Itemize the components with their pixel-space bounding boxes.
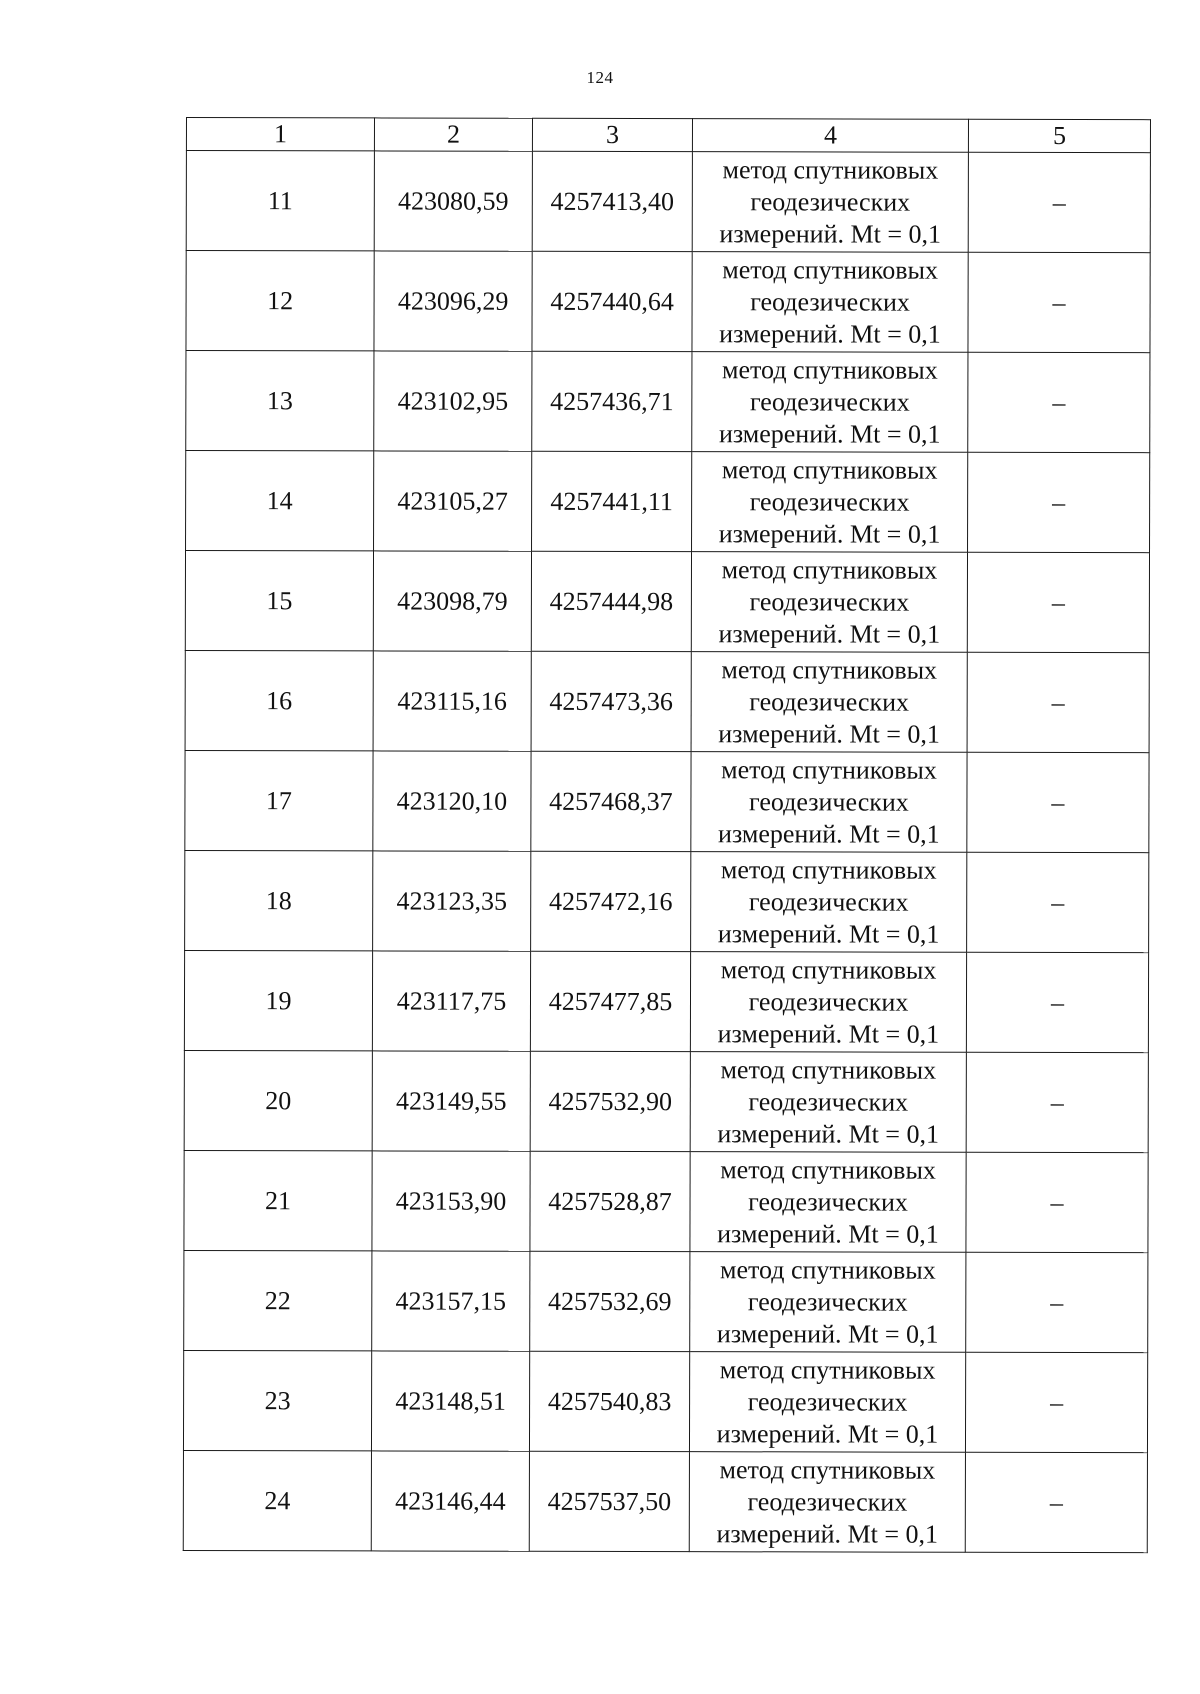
header-col-5: 5 (968, 119, 1150, 152)
cell-note: – (966, 1152, 1148, 1252)
method-text-line: измерений. Mt = 0,1 (717, 918, 940, 949)
cell-point-number: 17 (185, 750, 373, 850)
cell-note: – (968, 452, 1150, 552)
cell-method (690, 1252, 966, 1353)
cell-method (692, 252, 968, 353)
header-col-4: 4 (692, 119, 968, 153)
cell-coordinate-x: 423149,55 (372, 1051, 530, 1151)
header-col-3: 3 (532, 118, 692, 151)
cell-coordinate-x: 423115,16 (373, 651, 531, 751)
cell-coordinate-y: 4257413,40 (532, 151, 692, 251)
cell-coordinate-x: 423120,10 (373, 751, 531, 851)
method-text-line: геодезических (749, 386, 910, 417)
cell-coordinate-y: 4257472,16 (531, 851, 691, 951)
cell-coordinate-y: 4257532,90 (530, 1051, 690, 1151)
table-body (183, 151, 1150, 1553)
cell-point-number: 24 (183, 1450, 371, 1550)
cell-method (690, 952, 966, 1053)
cell-note: – (968, 252, 1150, 352)
cell-method (690, 1052, 966, 1153)
cell-method (691, 852, 967, 953)
method-text-line: измерений. Mt = 0,1 (716, 1418, 939, 1449)
cell-note: – (966, 1252, 1148, 1352)
method-text-line: метод спутниковых (721, 654, 938, 685)
cell-point-number: 12 (186, 251, 374, 351)
cell-method (689, 1352, 965, 1453)
cell-note: – (966, 952, 1148, 1052)
cell-note: – (967, 752, 1149, 852)
method-text-line: метод спутниковых (719, 1354, 936, 1385)
cell-coordinate-y: 4257440,64 (532, 251, 692, 351)
cell-point-number: 22 (184, 1250, 372, 1350)
method-text-line: измерений. Mt = 0,1 (716, 1318, 939, 1349)
method-text-line: геодезических (749, 686, 910, 717)
method-text-line: геодезических (747, 1486, 908, 1517)
header-col-2: 2 (374, 118, 532, 151)
table-row (185, 750, 1149, 852)
table-row (186, 351, 1150, 453)
cell-coordinate-x: 423123,35 (373, 851, 531, 951)
method-text-line: измерений. Mt = 0,1 (717, 1218, 939, 1249)
method-text-line: метод спутниковых (719, 1254, 936, 1285)
table-row (186, 451, 1150, 553)
page-number: 124 (586, 68, 614, 87)
cell-note: – (967, 552, 1149, 652)
table-header (186, 118, 1150, 153)
cell-coordinate-y: 4257477,85 (530, 951, 690, 1051)
method-text-line: геодезических (750, 286, 910, 317)
table-row (184, 1050, 1148, 1152)
method-text-line: геодезических (748, 886, 909, 917)
cell-coordinate-x: 423096,29 (374, 251, 532, 351)
method-text-line: геодезических (749, 786, 909, 817)
cell-point-number: 14 (186, 451, 374, 551)
cell-note: – (968, 152, 1150, 252)
table-row (186, 251, 1150, 353)
cell-point-number: 18 (185, 850, 373, 950)
method-text-line: метод спутниковых (720, 854, 937, 885)
method-text-line: измерений. Mt = 0,1 (717, 1018, 940, 1049)
cell-point-number: 21 (184, 1150, 372, 1250)
cell-method (691, 552, 967, 653)
cell-note: – (965, 1352, 1147, 1452)
cell-coordinate-y: 4257532,69 (530, 1251, 690, 1351)
method-text-line: геодезических (749, 486, 910, 517)
cell-coordinate-x: 423080,59 (374, 151, 532, 251)
method-text-line: метод спутниковых (722, 254, 939, 285)
cell-method (692, 152, 968, 253)
method-text-line: геодезических (748, 986, 909, 1017)
method-text-line: метод спутниковых (722, 354, 938, 385)
cell-point-number: 15 (185, 551, 373, 651)
table-row (184, 1250, 1148, 1352)
method-text-line: метод спутниковых (722, 154, 939, 185)
cell-coordinate-y: 4257537,50 (529, 1451, 689, 1551)
table-row (184, 950, 1148, 1052)
method-text-line: измерений. Mt = 0,1 (719, 318, 941, 349)
cell-coordinate-x: 423098,79 (373, 551, 531, 651)
method-text-line: метод спутниковых (719, 1454, 936, 1485)
cell-point-number: 13 (186, 351, 374, 451)
method-text-line: геодезических (747, 1286, 908, 1317)
coordinates-table (183, 117, 1151, 1553)
method-text-line: метод спутниковых (720, 954, 937, 985)
method-text-line: измерений. Mt = 0,1 (719, 218, 942, 249)
cell-coordinate-y: 4257436,71 (532, 351, 692, 451)
cell-coordinate-x: 423146,44 (371, 1451, 529, 1551)
cell-point-number: 19 (184, 950, 372, 1050)
cell-note: – (967, 852, 1149, 952)
cell-point-number: 11 (186, 151, 374, 251)
cell-coordinate-y: 4257444,98 (531, 551, 691, 651)
cell-method (691, 752, 967, 853)
method-text-line: измерений. Mt = 0,1 (718, 718, 940, 749)
cell-coordinate-x: 423102,95 (374, 351, 532, 451)
cell-coordinate-x: 423105,27 (374, 451, 532, 551)
cell-note: – (968, 352, 1150, 452)
method-text-line: метод спутниковых (720, 1154, 936, 1185)
method-text-line: метод спутниковых (720, 1054, 937, 1085)
method-text-line: метод спутниковых (721, 754, 937, 785)
cell-point-number: 16 (185, 650, 373, 750)
cell-coordinate-x: 423153,90 (372, 1151, 530, 1251)
cell-coordinate-y: 4257540,83 (529, 1351, 689, 1451)
method-text-line: измерений. Mt = 0,1 (718, 518, 941, 549)
header-col-1: 1 (186, 118, 374, 151)
method-text-line: метод спутниковых (721, 554, 938, 585)
method-text-line: геодезических (748, 1186, 908, 1217)
header-row (186, 118, 1150, 153)
cell-coordinate-x: 423157,15 (372, 1251, 530, 1351)
table-row (185, 850, 1149, 952)
cell-point-number: 23 (183, 1350, 371, 1450)
method-text-line: измерений. Mt = 0,1 (717, 1118, 940, 1149)
table-row (183, 1350, 1147, 1452)
cell-note: – (967, 652, 1149, 752)
cell-note: – (965, 1452, 1147, 1552)
table-row (185, 650, 1149, 752)
cell-coordinate-y: 4257473,36 (531, 651, 691, 751)
table-row (185, 551, 1149, 653)
cell-method (689, 1452, 965, 1553)
method-text-line: измерений. Mt = 0,1 (718, 618, 941, 649)
method-text-line: измерений. Mt = 0,1 (718, 418, 941, 449)
table-row (186, 151, 1150, 253)
cell-coordinate-y: 4257528,87 (530, 1151, 690, 1251)
method-text-line: геодезических (750, 186, 911, 217)
cell-coordinate-x: 423117,75 (372, 951, 530, 1051)
cell-coordinate-y: 4257441,11 (532, 451, 692, 551)
method-text-line: геодезических (749, 586, 910, 617)
table-row (183, 1450, 1147, 1552)
cell-coordinate-y: 4257468,37 (531, 751, 691, 851)
cell-coordinate-x: 423148,51 (371, 1351, 529, 1451)
method-text-line: геодезических (748, 1086, 909, 1117)
cell-method (692, 452, 968, 553)
table-row (184, 1150, 1148, 1252)
method-text-line: измерений. Mt = 0,1 (716, 1518, 939, 1549)
method-text-line: измерений. Mt = 0,1 (718, 818, 940, 849)
cell-method (691, 652, 967, 753)
method-text-line: геодезических (747, 1386, 908, 1417)
cell-point-number: 20 (184, 1050, 372, 1150)
cell-method (690, 1152, 966, 1253)
method-text-line: метод спутниковых (721, 454, 938, 485)
cell-note: – (966, 1052, 1148, 1152)
cell-method (692, 352, 968, 453)
